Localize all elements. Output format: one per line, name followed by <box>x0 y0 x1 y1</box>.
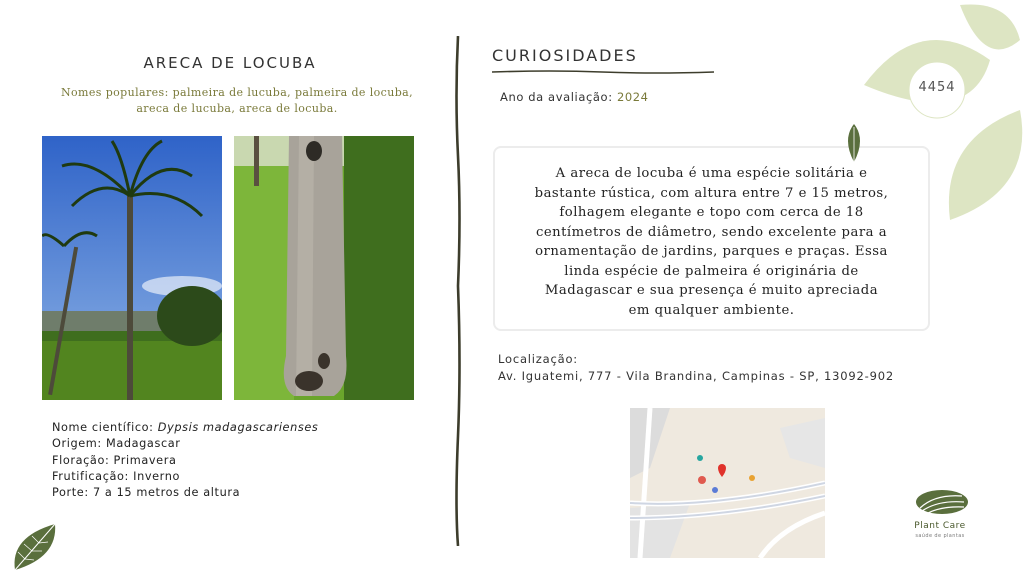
popular-names: Nomes populares: palmeira de lucuba, palmeira de locuba, areca de lucuba, areca de locuba. <box>60 86 413 115</box>
origin-row: Origem: Madagascar <box>52 437 181 451</box>
plant-title: ARECA DE LOCUBA <box>143 54 317 72</box>
decorative-leaves <box>860 0 1024 230</box>
fruiting-row: Frutificação: Inverno <box>52 469 180 483</box>
column-divider <box>452 36 464 546</box>
leaf-icon <box>10 522 60 572</box>
scientific-name-row: Nome científico: Dypsis madagascarienses <box>52 421 319 434</box>
description-line: A areca de locuba é uma espécie solitária e <box>555 166 868 181</box>
logo-name: Plant Care <box>914 521 966 531</box>
evaluation-year-value: 2024 <box>616 90 649 104</box>
badge-number: 4454 <box>918 80 956 95</box>
description-line: folhagem elegante e topo com cerca de 18 <box>559 205 864 220</box>
evaluation-year: Ano da avaliação: 2024 <box>500 90 649 104</box>
heading-underline <box>492 70 714 74</box>
plant-facts <box>52 420 432 501</box>
palm-photo-wide <box>42 136 222 400</box>
description-line: Madagascar e sua presença é muito apreciada <box>544 283 879 298</box>
flowering-row: Floração: Primavera <box>52 453 177 467</box>
curiosities-heading: CURIOSIDADES <box>492 46 638 65</box>
palm-trunk-photo <box>234 136 414 400</box>
size-row: Porte: 7 a 15 metros de altura <box>52 486 241 500</box>
description-line: linda espécie de palmeira é originária de <box>564 263 859 279</box>
location-label: Localização: <box>498 352 578 366</box>
description-line: em qualquer ambiente. <box>628 302 795 318</box>
location-map[interactable] <box>630 408 825 558</box>
description-line: centímetros de diâmetro, sendo excelente para a <box>535 224 888 240</box>
location-address: Av. Iguatemi, 777 - Vila Brandina, Campinas - SP, 13092-902 <box>498 369 894 383</box>
description-line: bastante rústica, com altura entre 7 e 15 metros, <box>534 185 889 201</box>
small-leaf-icon <box>842 124 866 164</box>
description-line: ornamentação de jardins, parques e praças. Essa <box>535 244 888 259</box>
scientific-name: Dypsis madagascarienses <box>157 421 319 434</box>
logo-tagline: saúde de plantas <box>915 533 965 539</box>
